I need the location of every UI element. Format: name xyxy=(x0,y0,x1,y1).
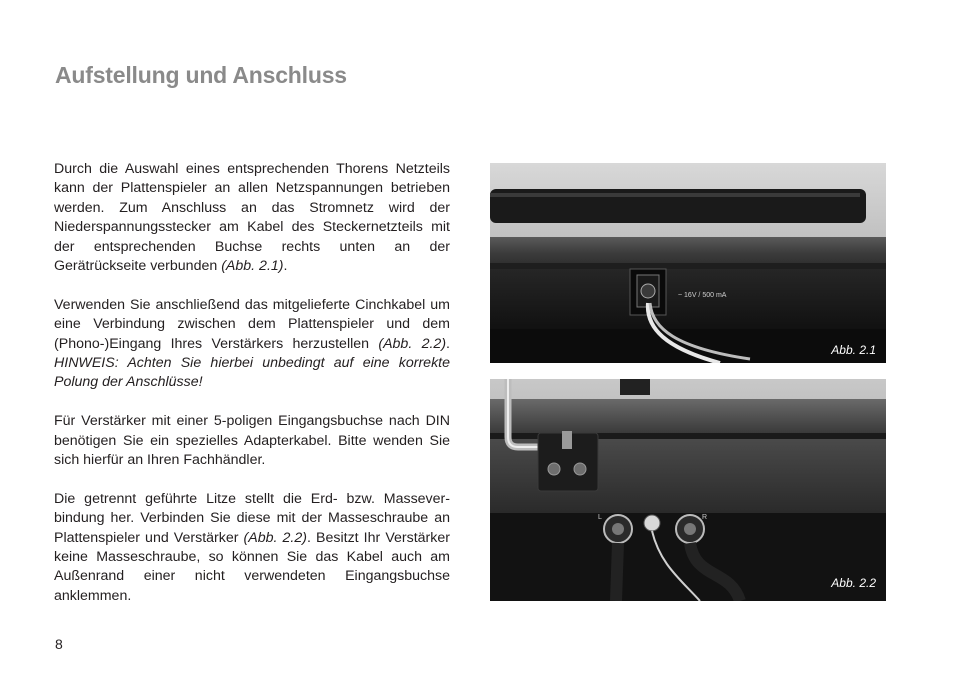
power-socket-photo xyxy=(490,163,886,363)
body-text xyxy=(54,160,450,626)
paragraph-tail: . xyxy=(283,258,288,275)
paragraph-text: Die getrennt geführte Litze stellt die Erd- bzw. Masseverbindung her. Verbinden Sie diese mit der Masseschraube an Plattenspieler und Verstärker xyxy=(54,490,450,546)
cinch-connectors-photo xyxy=(490,379,886,601)
page-number: 8 xyxy=(55,636,63,652)
figure-caption: Abb. 2.1 xyxy=(831,343,876,357)
paragraph-text: Durch die Auswahl eines entsprechenden Thorens Netzteils kann der Plattenspieler an allen Netzspannungen betrieben werden. Zum Anschluss an das Stromnetz wird der Niederspannungsstecker am Kabel des Steckernetzteils mit der entsprechenden Buchse rechts unten an der Gerätrückseite verbunden xyxy=(54,161,450,275)
paragraph-text: Verwenden Sie anschließend das mitgelieferte Cinchkabel um eine Verbindung zwischen dem Plattenspieler und dem (Phono-)Eingang Ihres Verstärkers herzustellen xyxy=(54,296,450,352)
paragraph-tail: . xyxy=(446,335,450,352)
figure-reference: (Abb. 2.1) xyxy=(221,258,284,275)
page-title: Aufstellung und Anschluss xyxy=(55,62,347,88)
figure-caption: Abb. 2.2 xyxy=(831,576,876,590)
paragraph-din xyxy=(54,412,450,470)
figure-reference: (Abb. 2.2) xyxy=(378,335,447,352)
paragraph-tail: . Besitzt Ihr Verstärker keine Masseschraube, so können Sie das Kabel auch am Außenrand einer nicht verwendeten Eingangsbuchse anklemmen. xyxy=(54,529,450,604)
figure-cinch-connectors xyxy=(490,379,886,601)
figure-reference: (Abb. 2.2) xyxy=(243,529,307,546)
right-channel-label: R xyxy=(702,514,708,521)
polarity-note: HINWEIS: Achten Sie hierbei unbedingt auf eine korrekte Polung der Anschlüsse! xyxy=(54,355,450,391)
paragraph-power xyxy=(54,160,450,276)
paragraph-ground xyxy=(54,490,450,606)
paragraph-text: Für Verstärker mit einer 5-poligen Eingangsbuchse nach DIN benötigen Sie ein spezielles Adapterkabel. Bitte wenden Sie sich hierfür an Ihren Fachhändler. xyxy=(54,413,450,469)
left-channel-label: L xyxy=(598,514,602,521)
figure-power-socket xyxy=(490,163,886,363)
voltage-label: ~ 16V / 500 mA xyxy=(678,292,727,299)
paragraph-cinch xyxy=(54,296,450,393)
